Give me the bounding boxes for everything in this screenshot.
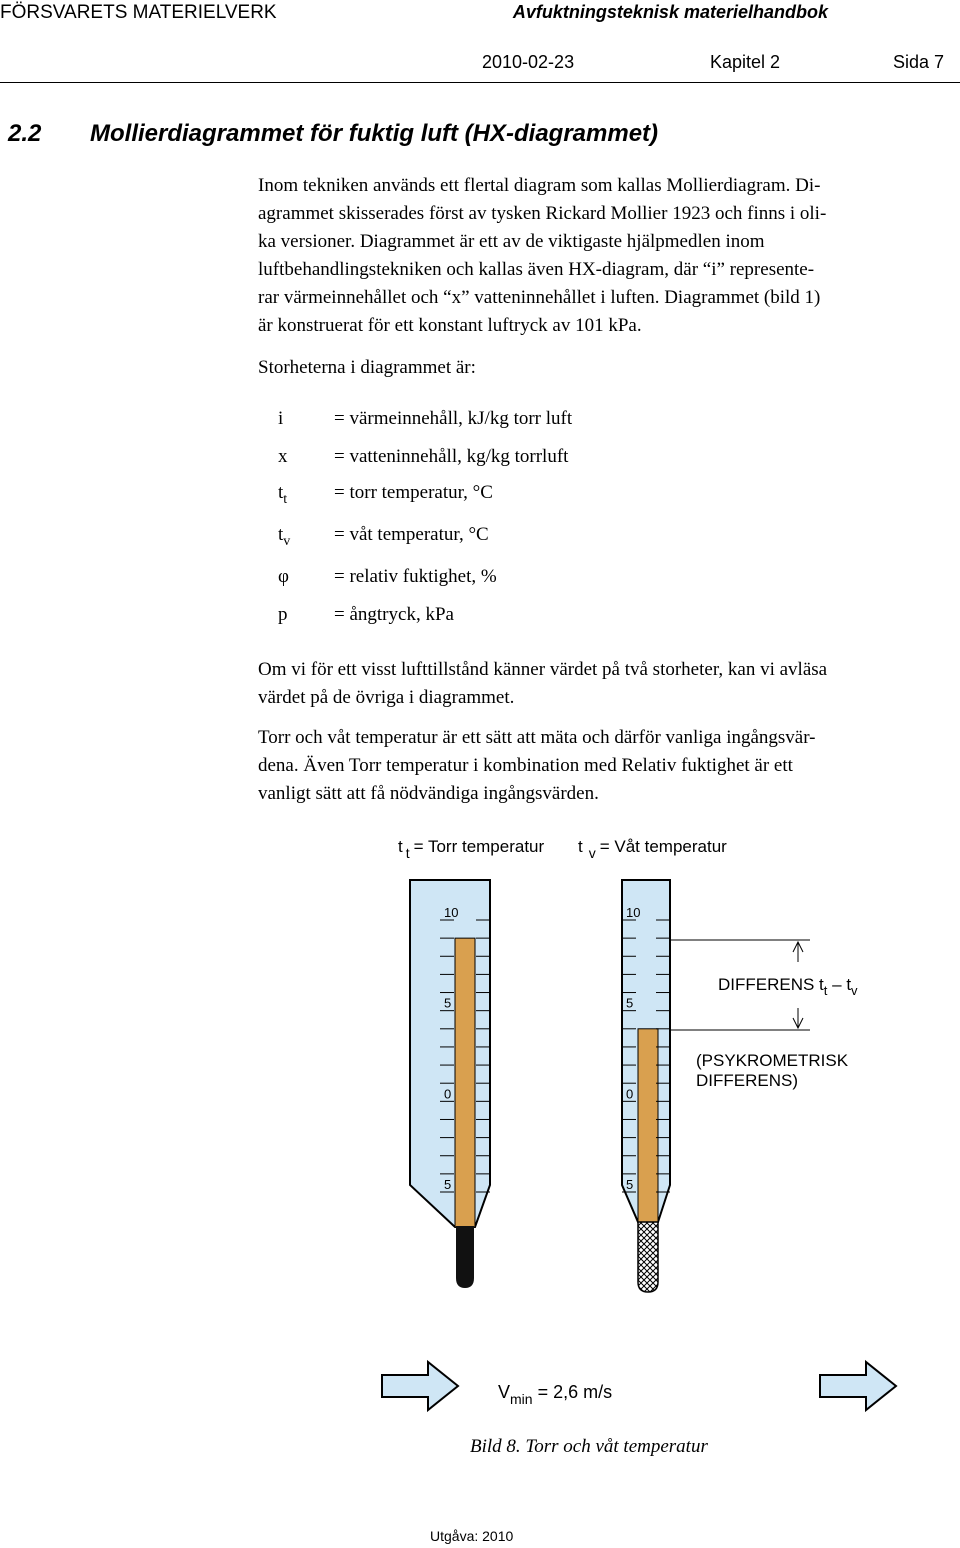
scale-label: 5 [626, 1177, 634, 1192]
def-symbol: φ [278, 566, 289, 587]
def-text: = vatteninnehåll, kg/kg torrluft [334, 446, 569, 467]
dry-mercury-column [455, 938, 475, 1227]
para2-line: Om vi för ett visst lufttillstånd känner värdet på två storheter, kan vi avläsa [258, 659, 828, 680]
dry-bulb [456, 1226, 474, 1288]
header-doc-title: Avfuktningsteknisk materielhandbok [512, 2, 828, 22]
para2-line: värdet på de övriga i diagrammet. [258, 687, 515, 708]
header-page: Sida 7 [893, 52, 945, 72]
paragraph-3 [258, 724, 958, 808]
diff-label: DIFFERENS $t_t - t_v$ [718, 975, 858, 998]
section-number: 2.2 [8, 120, 42, 147]
intro-paragraph [258, 172, 958, 340]
intro-line: luftbehandlingstekniken och kallas även HX-diagram, där “i” represente- [258, 259, 815, 280]
para3-line: Torr och våt temperatur är ett sätt att mäta och därför vanliga ingångsvär- [258, 727, 816, 748]
def-symbol: $t_v$ [278, 524, 291, 549]
def-text: = våt temperatur, °C [334, 524, 489, 545]
legend-dry: t $_t$ = Torr temperatur [398, 837, 545, 861]
scale-label: 0 [444, 1086, 452, 1102]
def-text: = ångtryck, kPa [334, 604, 454, 625]
intro-line: är konstruerat för ett konstant luftryck av 101 kPa. [258, 315, 642, 336]
velocity-label: $V_{min} = 2,6$ m/s [498, 1382, 613, 1407]
figure-caption: Bild 8. Torr och våt temperatur [470, 1436, 708, 1457]
legend-wet: t $_v$ = Våt temperatur [578, 837, 727, 861]
def-subscript: t [283, 491, 288, 507]
header-date: 2010-02-23 [482, 52, 575, 72]
intro-line: agrammet skisserades först av tysken Rickard Mollier 1923 och finns i oli- [258, 203, 827, 224]
def-text: = värmeinnehåll, kJ/kg torr luft [334, 408, 573, 429]
scale-label: 5 [626, 995, 634, 1011]
paragraph-2 [258, 656, 958, 712]
header-rule [0, 82, 960, 83]
wet-bulb-wick [638, 1222, 658, 1292]
scale-label: 5 [444, 995, 452, 1011]
scale-label: 0 [626, 1086, 634, 1102]
quantities-intro [258, 354, 958, 382]
airflow-arrow-left [382, 1362, 458, 1410]
intro-line: ka versioner. Diagrammet är ett av de viktigaste hjälpmedlen inom [258, 231, 765, 252]
scale-label: 10 [444, 905, 459, 920]
def-symbol: i [278, 408, 284, 429]
scale-label: 5 [444, 1177, 452, 1192]
para3-line: dena. Även Torr temperatur i kombination med Relativ fuktighet är ett [258, 755, 793, 776]
footer-edition: Utgåva: 2010 [430, 1528, 514, 1544]
intro-line: Inom tekniken används ett flertal diagram som kallas Mollierdiagram. Di- [258, 175, 821, 196]
wet-mercury-column [638, 1029, 658, 1222]
def-symbol: x [278, 446, 288, 467]
def-symbol: p [278, 604, 288, 625]
def-symbol: $t_t$ [278, 482, 288, 507]
section-title: Mollierdiagrammet för fuktig luft (HX-diagrammet) [90, 120, 659, 147]
header-org: FÖRSVARETS MATERIELVERK [0, 2, 277, 23]
header-chapter: Kapitel 2 [710, 52, 781, 72]
quantities-intro-text: Storheterna i diagrammet är: [258, 357, 476, 378]
def-text: = relativ fuktighet, % [334, 566, 497, 587]
def-subscript: v [283, 533, 291, 549]
diff-note-line: (PSYKROMETRISK [696, 1051, 849, 1070]
intro-line: rar värmeinnehållet och “x” vatteninnehållet i luften. Diagrammet (bild 1) [258, 287, 821, 308]
def-text: = torr temperatur, °C [334, 482, 493, 503]
diff-note-line: DIFFERENS) [696, 1071, 798, 1090]
difference-marker [670, 940, 858, 1090]
para3-line: vanligt sätt att få nödvändiga ingångsvärden. [258, 783, 599, 804]
dry-glass-body [410, 880, 490, 1227]
airflow [382, 1362, 896, 1410]
dry-thermometer [410, 880, 490, 1288]
scale-label: 10 [626, 905, 641, 920]
wet-thermometer [622, 880, 670, 1292]
airflow-arrow-right [820, 1362, 896, 1410]
psychrometer-figure [380, 830, 900, 1420]
